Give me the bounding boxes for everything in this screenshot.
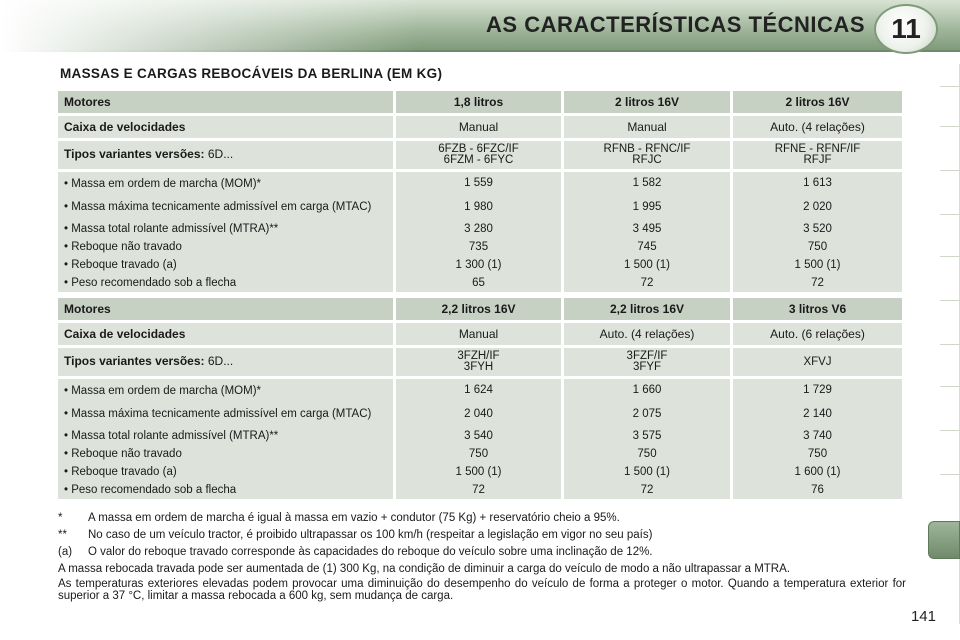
table2-caixa-row — [58, 323, 902, 345]
row-value: 72 — [733, 274, 902, 292]
caixa-col-1: Manual — [396, 323, 564, 345]
row-value: 3 280 — [396, 220, 564, 238]
caixa-col-3: Auto. (6 relações) — [733, 323, 902, 345]
caixa-col-3: Auto. (4 relações) — [733, 116, 902, 138]
motor-col-3: 2 litros 16V — [733, 91, 902, 113]
header-fade — [0, 0, 420, 52]
table2-motores-row — [58, 298, 902, 320]
tipos-col-2 — [564, 141, 733, 169]
row-label: • Peso recomendado sob a flecha — [58, 481, 396, 499]
spec-table-2 — [58, 298, 902, 499]
footnote — [58, 546, 906, 558]
tipos-col-1 — [396, 141, 564, 169]
row-label — [58, 194, 396, 220]
footnote — [58, 529, 906, 541]
table-row — [58, 194, 902, 220]
caixa-col-1: Manual — [396, 116, 564, 138]
footnote — [58, 512, 906, 524]
row-value: 76 — [733, 481, 902, 499]
table-row — [58, 172, 902, 194]
table1-motores-row — [58, 91, 902, 113]
footnote-text: O valor do reboque travado corresponde às capacidades do reboque do veículo sobre uma inclinação de 12%. — [88, 546, 653, 558]
footnote-mark: * — [58, 512, 63, 524]
side-tab-mark — [940, 300, 960, 301]
caixa-col-2: Auto. (4 relações) — [564, 323, 733, 345]
active-chapter-tab[interactable] — [928, 521, 960, 559]
tipos-label-suffix: 6D... — [204, 354, 234, 368]
table-row — [58, 379, 902, 401]
row-value: 750 — [564, 445, 733, 463]
note-paragraph: As temperaturas exteriores elevadas podem provocar uma diminuição do desempenho do veículo de forma a proteger o motor. Quando a temperatura exterior for superior a 37 °C, limitar a massa rebocada a 600 kg, sem mudança de carga. — [58, 578, 906, 602]
row-value: 2 040 — [396, 401, 564, 427]
motor-col-2: 2,2 litros 16V — [564, 298, 733, 320]
side-tab-mark — [940, 170, 960, 171]
caixa-col-2: Manual — [564, 116, 733, 138]
row-value: 735 — [396, 238, 564, 256]
row-value: 1 600 (1) — [733, 463, 902, 481]
row-value: 1 500 (1) — [396, 463, 564, 481]
row-value: 2 075 — [564, 401, 733, 427]
row-label: • Massa em ordem de marcha (MOM)* — [58, 172, 396, 194]
side-tab-mark — [940, 474, 960, 475]
header-bar — [0, 0, 960, 52]
tipos-col-1 — [396, 348, 564, 376]
tipos-label-bold: Tipos variantes versões: — [64, 354, 205, 368]
chapter-title: AS CARACTERÍSTICAS TÉCNICAS — [486, 12, 865, 37]
row-value: 745 — [564, 238, 733, 256]
motores-label: Motores — [58, 91, 396, 113]
row-label: • Reboque travado (a) — [58, 256, 396, 274]
table2-tipos-row — [58, 348, 902, 376]
side-tab-mark — [940, 126, 960, 127]
row-label-text: • Massa máxima tecnicamente admissível em carga (MTAC) — [64, 200, 372, 213]
side-tab-mark — [940, 256, 960, 257]
side-tab-mark — [940, 344, 960, 345]
side-tab-mark — [940, 86, 960, 87]
tipos-col-3 — [733, 141, 902, 169]
tipos-line: XFVJ — [803, 355, 832, 368]
tipos-label — [58, 348, 396, 376]
table-row — [58, 238, 902, 256]
footnote-mark: (a) — [58, 546, 73, 558]
caixa-label: Caixa de velocidades — [58, 116, 396, 138]
row-label: • Reboque não travado — [58, 445, 396, 463]
tipos-label — [58, 141, 396, 169]
tipos-line: 3FZF/IF — [626, 350, 668, 362]
tipos-line: RFNE - RFNF/IF — [774, 143, 861, 155]
row-value: 3 575 — [564, 427, 733, 445]
tipos-line: 3FYH — [463, 361, 494, 373]
tipos-line: 3FYF — [632, 361, 662, 373]
row-value: 1 300 (1) — [396, 256, 564, 274]
motor-col-3: 3 litros V6 — [733, 298, 902, 320]
row-value: 1 613 — [733, 172, 902, 194]
row-value: 72 — [564, 274, 733, 292]
motores-label: Motores — [58, 298, 396, 320]
row-value: 2 020 — [733, 194, 902, 220]
row-value: 72 — [564, 481, 733, 499]
row-value: 1 500 (1) — [564, 463, 733, 481]
caixa-label: Caixa de velocidades — [58, 323, 396, 345]
footnote-text: A massa em ordem de marcha é igual à massa em vazio + condutor (75 Kg) + reservatório cheio a 95%. — [88, 512, 620, 524]
table-row — [58, 445, 902, 463]
row-value: 1 729 — [733, 379, 902, 401]
row-value: 3 540 — [396, 427, 564, 445]
row-value: 1 500 (1) — [564, 256, 733, 274]
footnote-mark: ** — [58, 529, 67, 541]
tipos-line: 6FZB - 6FZC/IF — [438, 143, 519, 155]
row-value: 750 — [396, 445, 564, 463]
row-label: • Reboque não travado — [58, 238, 396, 256]
table-row — [58, 274, 902, 292]
row-label: • Peso recomendado sob a flecha — [58, 274, 396, 292]
footnotes — [58, 512, 906, 605]
row-value: 1 500 (1) — [733, 256, 902, 274]
tipos-col-3 — [733, 348, 902, 376]
side-tab-mark — [940, 430, 960, 431]
side-tab-mark — [940, 386, 960, 387]
table-row — [58, 220, 902, 238]
tipos-label-bold: Tipos variantes versões: — [64, 147, 205, 161]
tipos-line: RFJF — [803, 154, 832, 166]
tipos-line: 6FZM - 6FYC — [443, 154, 514, 166]
row-value: 1 582 — [564, 172, 733, 194]
table-row — [58, 463, 902, 481]
row-value: 72 — [396, 481, 564, 499]
row-label: • Massa total rolante admissível (MTRA)** — [58, 220, 396, 238]
table1-tipos-row — [58, 141, 902, 169]
side-tab-mark — [940, 214, 960, 215]
row-label: • Massa total rolante admissível (MTRA)** — [58, 427, 396, 445]
row-value: 750 — [733, 238, 902, 256]
table-row — [58, 427, 902, 445]
row-label: • Reboque travado (a) — [58, 463, 396, 481]
row-value: 1 980 — [396, 194, 564, 220]
row-label: • Massa em ordem de marcha (MOM)* — [58, 379, 396, 401]
table1-caixa-row — [58, 116, 902, 138]
footnote-text: No caso de um veículo tractor, é proibido ultrapassar os 100 km/h (respeitar a legislação em vigor no seu país) — [88, 529, 653, 541]
page-number: 141 — [910, 608, 936, 625]
spec-table-1 — [58, 91, 902, 292]
row-value: 3 495 — [564, 220, 733, 238]
table-row — [58, 481, 902, 499]
row-value: 65 — [396, 274, 564, 292]
row-value: 1 660 — [564, 379, 733, 401]
table-row — [58, 256, 902, 274]
page-title: MASSAS E CARGAS REBOCÁVEIS DA BERLINA (EM KG) — [60, 66, 443, 81]
row-value: 1 624 — [396, 379, 564, 401]
motor-col-2: 2 litros 16V — [564, 91, 733, 113]
tipos-line: RFJC — [632, 154, 662, 166]
row-value: 3 520 — [733, 220, 902, 238]
note-paragraph: A massa rebocada travada pode ser aumentada de (1) 300 Kg, na condição de diminuir a carga do veículo de modo a não ultrapassar a MTRA. — [58, 563, 790, 575]
chapter-number-badge: 11 — [874, 4, 938, 54]
row-value: 3 740 — [733, 427, 902, 445]
row-label-text: • Massa máxima tecnicamente admissível em carga (MTAC) — [64, 407, 372, 420]
tipos-line: 3FZH/IF — [457, 350, 500, 362]
row-label — [58, 401, 396, 427]
row-value: 1 559 — [396, 172, 564, 194]
row-value: 750 — [733, 445, 902, 463]
row-value: 2 140 — [733, 401, 902, 427]
tipos-label-suffix: 6D... — [204, 147, 234, 161]
motor-col-1: 2,2 litros 16V — [396, 298, 564, 320]
motor-col-1: 1,8 litros — [396, 91, 564, 113]
tipos-line: RFNB - RFNC/IF — [603, 143, 691, 155]
tipos-col-2 — [564, 348, 733, 376]
row-value: 1 995 — [564, 194, 733, 220]
table-row — [58, 401, 902, 427]
